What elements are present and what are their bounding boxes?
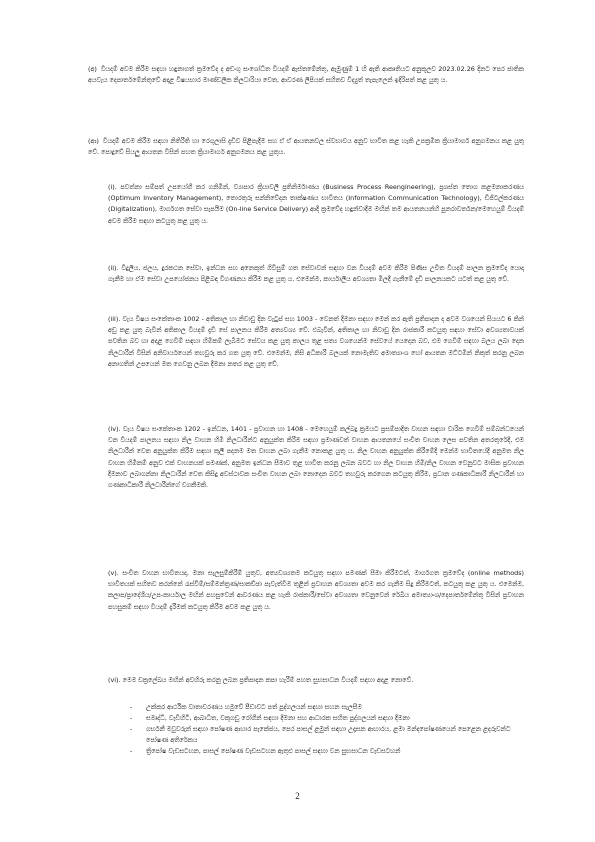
subitem-vi-text: මෙම චක්‍රලේඛය මඟින් අවහිරු කරනු ලබන ප්‍රතිපාදන කපා හැරීම් පහත සුභසාධන වියදම් සඳහා අදාළ නොවේ. bbox=[122, 676, 414, 684]
subitem-vi bbox=[108, 675, 524, 686]
list-item: - ත්‍රිපෝෂ වැඩසටහන, පාසල් පෝෂණ වැඩසටහන ඇතුළු පාසල් සඳහා වන සුභසාධන වැඩසටහන් bbox=[130, 747, 401, 755]
list-item: - සමෘද්ධි, වැඩිහිටි, ආබාධිත, වකුගඩු රෝගීන් සඳහා දීමනා සහ ආධාරක සහිත පුද්ගලයන් සඳහා දීමනා bbox=[130, 714, 410, 722]
subitem-iv-text: වැය විෂය සංකේතාංක 1202 - ඉන්ධන, 1401 - ප්‍රවාහන හා 1408 - මෙහෙයුම් කල්බදු ක්‍රමයට ප්‍රසම්පාදිත වාහන සඳහා වාරික ගෙවීම් සම්බන්ධයෙන් වන වියදම් පාලනය සඳහා නිල වාහන හිමි නිලධාරීන්ට අනුයුක්ත කිරීම සඳහා ප්‍රමාණවත් වාහන ආයතනයේ සංචිත වාහන ලෙස පවතින අතරතුරේදී, එම නිලධාරීන් වෙත අනුයුක්ත කිරීම සඳහා කුලී පදනම මත වාහන ලබා ගැනීම නොකළ යුතු ය. නිල වාහන අනුයුක්ත කිරීමේදී මෙන්ම භාවිතයේදී අනුමත නිල වාහන හිමිකම් අනුව එක් වාහනයක් පමණක්, අනුමත ඉන්ධන සීමාව තුළ භාවිත කරනු ලබන බවට හා නිල වාහන හිමි/නිල වාහන වෙනුවට මාසික ප්‍රවාහන දීමනාව ලබාගන්නා නිලධාරීන් වෙත කිසිදු අවස්ථාවක සංචිත වාහන ලබා නොදෙන බවට තහවුරු කරගෙන කටයුතු කිරීම, ප්‍රධාන ගණකාධිකාරී නිලධාරීන් හා ගණකාධිකාරී නිලධාරීන්ගේ වගකීමකි. bbox=[108, 425, 524, 490]
dash-bullet-icon: - bbox=[130, 747, 133, 755]
subitem-ii-text: විදුලිය, ජලය, දුරකථන සේවා, ඉන්ධන සහ අනෙකුත් ගිවිසුම් ගත සේවාවන් සඳහා වන වියදම් අවම කිරීම පිණිස උචිත වියදම් පාලන ක්‍රමවේද යොදා ගැනීම හා ඒම සේවා උපයෝජනය පිළිබඳ විගණනය කිරීම කළ යුතු ය. එමෙන්ම, කාර්යාලීය අවශ්‍යතා මිලදී ගැනීමේ දැඩි පාලනයකට යටත් කළ යුතු වේ. bbox=[108, 264, 524, 284]
paragraph-a-text: වියදම් අවම කිරීම සඳහා හඳුනාගත් ක්‍රමවේද ද අඩංගු සංශෝධිත වියදම් ඇස්තමේන්තු, ඇමුණුම් 1 හි ඇති ආකෘතියට අනුකූලව 2023.02.26 දිනට පෙර ජාතික අයවැය දෙපාර්තමේන්තුවේ අදාළ විෂයභාර මාණ්ඩලික නිලධාරියා වෙත, ආවරණ ලිපියක් සහිතව විද්‍යුත් තැපැලෙන් ඉදිරිපත් කළ යුතු ය. bbox=[88, 65, 524, 85]
subitem-vi-label: (vi). bbox=[108, 676, 121, 684]
subitem-iii-label: (iii). bbox=[108, 315, 121, 323]
subitem-iii-text: වැය විෂය සංකේතාංක 1002 - අතිකාල හා නිවාඩු දින වැටුප් සහ 1003 - වෙනත් දීමනා සඳහා මෙන් කර ඇති ප්‍රතිපාදන ද අවම වශයෙන් සියයට 6 කින් අඩු කළ යුතු බැවින් අතිකාල වියදම් දැඩි සේ පාලනය කිරීම අත්‍යවශ්‍ය වේ. එබැවින්, අතිකාල හා නිවාඩු දින රාජකාරී කටයුතු සඳහා සේවා අවශ්‍යතාවයක් පවතින බව හා අදාළ ගෙවීම් සඳහා හිමිකම් ලැබීමට සේවය කළ යුතු කාලය තුළ සත්‍ය වශයෙන්ම සේවයේ යෙදෙන බව, එම ගෙවීම් සඳහා බලය ලබා දෙන නිලධාරීන් විසින් අනිවාර්යයෙන් තහවුරු කර ගත යුතු වේ. එමෙන්ම, නිසි අධිකාරී බලයක් නොමැතිව අමාත්‍යාංශ හෝ ආයතන මට්ටමින් නිකුත් කරනු ලබන අනාගතින් උපයෙන් මත ගෙවනු ලබන දීමනා නතර කළ යුතු වේ. bbox=[108, 315, 524, 368]
subitem-v bbox=[108, 568, 524, 613]
welfare-bullet-list bbox=[130, 702, 524, 757]
dash-bullet-icon: - bbox=[130, 714, 133, 722]
subitem-ii bbox=[108, 263, 524, 285]
dash-bullet-icon: - bbox=[130, 703, 133, 711]
subitem-iv bbox=[108, 424, 524, 491]
subitem-i-label: (i). bbox=[108, 183, 117, 191]
paragraph-a bbox=[88, 64, 524, 86]
subitem-iv-label: (iv). bbox=[108, 425, 121, 433]
page-number: 2 bbox=[295, 791, 300, 801]
paragraph-aa bbox=[88, 136, 524, 158]
subitem-i-text: පවත්නා සම්පත් උපයෝගී කර ගනිමින්, ව්‍යාපාර ක්‍රියාවලි ප්‍රතිනිර්මාණය (Business Process Reengineering), ප්‍රශස්ත තොග කළමනාකරණය (Optimum Inventory Management), තොරතුරු සන්නිවේදන තාක්ෂණය භාවිතය (Information Communication Technology), ඩිජිටල්කරණය (Digitalization), මාර්ගගත සේවා සැපයීම (On-line Service Delivery) ආදී ක්‍රමවේද හඳුන්වාදීම මඟින් තම ආයතනයන්හි පුනරාවර්තන/මෙහෙයුම් වියදම් අවම කිරීම සඳහා කටයුතු කළ යුතු ය. bbox=[108, 183, 524, 225]
subitem-v-label: (v). bbox=[108, 569, 119, 577]
paragraph-a-label: (අ) bbox=[88, 65, 97, 73]
subitem-iii bbox=[108, 314, 524, 370]
subitem-i bbox=[108, 182, 524, 227]
list-item: - උක්කර ආර්ථික වාතාවරණය හමුවේ පීඩාවට පත් පුද්ගලයන් සඳහා සහන සැලසීම bbox=[130, 703, 362, 711]
subitem-ii-label: (ii). bbox=[108, 264, 119, 272]
list-item: - ගර්භනී මවුවරුන් සඳහා පෝෂණ ආහාර පැකේජය, පෙර පාසල් ළමුන් සඳහා උදෑසන ආහාරය, ළමා මන්දපෝෂණයෙන් පෙළෙන ළදරුවන්ට පෝෂණ අතිරේකය bbox=[130, 725, 511, 744]
dash-bullet-icon: - bbox=[130, 725, 133, 733]
paragraph-aa-label: (ආ) bbox=[88, 137, 99, 145]
paragraph-aa-text: වියදම් අවම කිරීම සඳහා නිතිරීති හා රෙගුලාසි දැඩිව පිළිපැදීම සහ ඒ ඒ ආයතනවල ස්වභාවය අනුව භාවිත කළ හැකි උපක්‍රමික ක්‍රියාමාර්ග අනුගමනය කළ යුතු වේ. පොදුවේ සියලු ආයතන විසින් පහත ක්‍රියාමාර්ග අනුගමනය කළ යුතුය. bbox=[88, 137, 524, 157]
subitem-v-text: සංචිත වාහන භාවිතයද, මනා සැලසුම්කිරීම් යුතුව, අත්‍යවශ්‍යතම කටයුතු සඳහා පමණක් සීමා කිරීමටත්, මාර්ගගත ක්‍රමවේද (online methods) භාවිතයක් සහිතව කරන්නේ රැස්වීම්/සම්මන්ත්‍රණ/සාකච්ඡා පැවැත්වීම තුළින් ප්‍රවාහන අවශ්‍යතා අවම කර ගැනීම සිදු කිරීමටත්, කටයුතු කළ යුතු ය. එමෙන්ම, කලාප/ප්‍රාදේශීය/උප-කාර්යාල මඟින් පහසුවෙන් ආවරණය කළ හැකි රාජකාරී/සේවා අවශ්‍යතා වෙනුවෙන් රේඛීය අමාත්‍යාංශ/දෙපාර්තමේන්තු විසින් ප්‍රවාහන පහසුකම් සඳහා වියදම් දැරීමක් කටයුතු කිරීම අවම කළ යුතු ය. bbox=[108, 569, 524, 611]
